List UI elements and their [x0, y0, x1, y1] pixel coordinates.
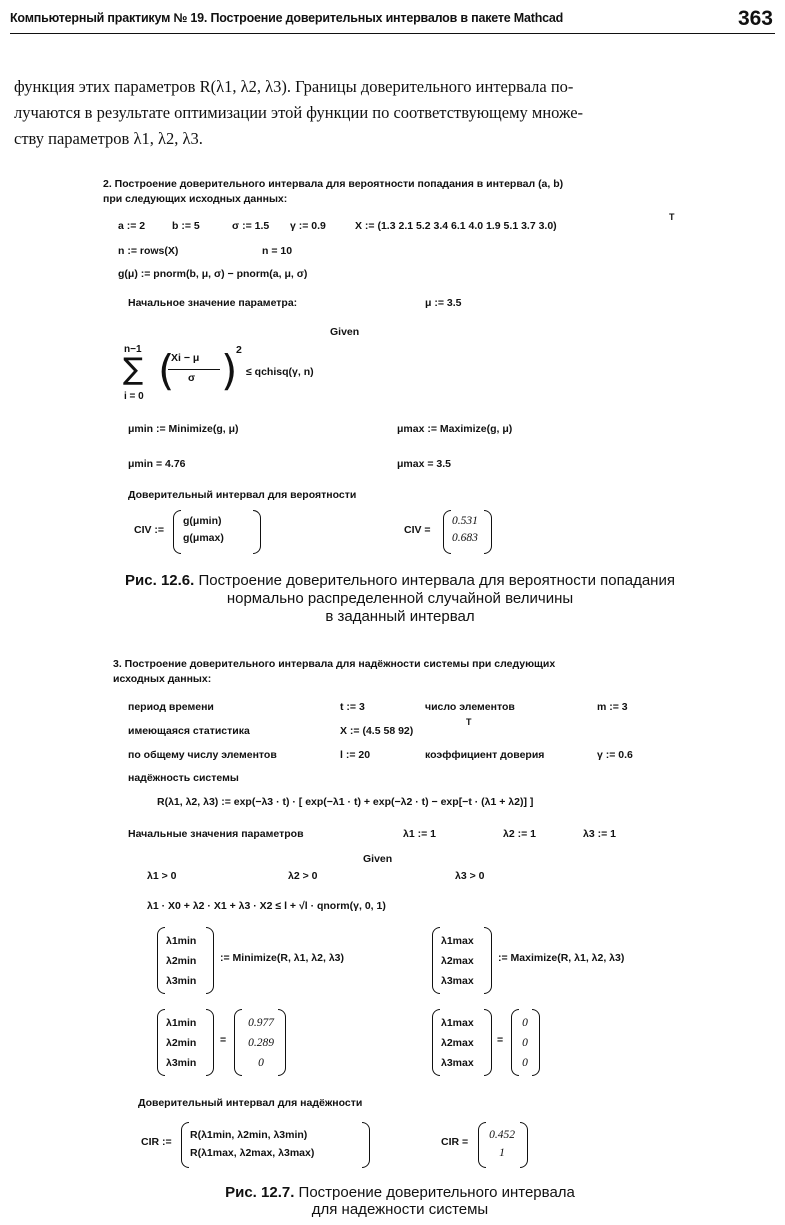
def-mumin: μmin := Minimize(g, μ) [128, 423, 239, 435]
def-gamma: γ := 0.9 [290, 220, 326, 232]
figure-label: Рис. 12.6. [125, 572, 195, 589]
civ-bracket-right [253, 510, 261, 554]
constraint-lambda1: λ1 > 0 [147, 870, 177, 882]
fraction-denominator: σ [188, 372, 196, 384]
civ-result: 0.531 [452, 515, 478, 527]
civ-lhs: CIV := [134, 524, 165, 536]
row-label: число элементов [425, 701, 515, 713]
running-header [10, 9, 775, 34]
body-paragraph [14, 74, 776, 152]
caption-text: в заданный интервал [325, 608, 475, 625]
init-label: Начальное значение параметра: [128, 297, 298, 309]
row-label: имеющаяся статистика [128, 725, 250, 737]
min-vector-item: λ1min [166, 1017, 197, 1029]
cir-result-bracket-right [520, 1122, 528, 1168]
max-vector-item: λ2max [441, 955, 474, 967]
min-values-bracket-right [278, 1009, 286, 1076]
def-n: n := rows(X) [118, 245, 179, 257]
equals-sign: = [497, 1034, 504, 1046]
civ-entries [183, 513, 224, 547]
cir-entry: R(λ1min, λ2min, λ3min) [190, 1129, 308, 1141]
init-lambda2: λ2 := 1 [503, 828, 536, 840]
header-title: Компьютерный практикум № 19. Построение доверительных интервалов в пакете Mathcad [10, 11, 564, 25]
init-mu: μ := 3.5 [425, 297, 462, 309]
sum-lower: i = 0 [124, 391, 144, 402]
def-m: m := 3 [597, 701, 628, 713]
min-vector-item: λ3min [166, 975, 197, 987]
given-keyword: Given [363, 853, 393, 865]
row-label: период времени [128, 701, 214, 713]
val-mumax: μmax = 3.5 [397, 458, 452, 470]
def-g: g(μ) := pnorm(b, μ, σ) − pnorm(a, μ, σ) [118, 268, 308, 280]
worksheet-heading: при следующих исходных данных: [103, 193, 288, 205]
max-vector-item: λ1max [441, 1017, 474, 1029]
worksheet-heading: исходных данных: [113, 673, 212, 685]
max-value: 0 [522, 1057, 528, 1069]
figure-caption [40, 1184, 760, 1218]
def-x-vector: X := (1.3 2.1 5.2 3.4 6.1 4.0 1.9 5.1 3.7 3.0) [355, 220, 557, 232]
figure-label: Рис. 12.7. [225, 1184, 295, 1201]
caption-text: для надежности системы [311, 1201, 489, 1218]
def-b: b := 5 [172, 220, 200, 232]
row-label: коэффициент доверия [425, 749, 545, 761]
transpose-mark: T [669, 212, 675, 222]
caption-text: нормально распределенной случайной величины [226, 590, 574, 607]
paragraph-line: ству параметров λ1, λ2, λ3. [14, 129, 203, 148]
cir-lhs: CIR := [141, 1136, 172, 1148]
interval-label: Доверительный интервал для вероятности [128, 489, 357, 501]
civ-entry: g(μmax) [183, 532, 224, 544]
def-x-stat: X := (4.5 58 92) [340, 725, 414, 737]
max-vector-item: λ1max [441, 935, 474, 947]
def-mumax: μmax := Maximize(g, μ) [397, 423, 513, 435]
caption-text: Построение доверительного интервала для вероятности попадания [198, 572, 675, 589]
main-constraint: λ1 · X0 + λ2 · X1 + λ3 · X2 ≤ l + √l · qnorm(γ, 0, 1) [147, 900, 386, 912]
min-vector-bracket-left [157, 927, 165, 994]
def-sigma: σ := 1.5 [232, 220, 270, 232]
figure-caption [40, 572, 760, 626]
def-t: t := 3 [340, 701, 365, 713]
max-vector-item: λ3max [441, 975, 474, 987]
min-vector-item: λ3min [166, 1057, 197, 1069]
given-keyword: Given [330, 326, 360, 338]
max-vector-bracket-left [432, 927, 440, 994]
page-number: 363 [737, 7, 773, 30]
def-a: a := 2 [118, 220, 146, 232]
min-vector-bracket-right [206, 927, 214, 994]
min-vector-item: λ2min [166, 1037, 197, 1049]
transpose-mark: T [466, 717, 472, 727]
max-value: 0 [522, 1037, 528, 1049]
civ-entry: g(μmin) [183, 515, 222, 527]
paragraph-line: функция этих параметров R(λ1, λ2, λ3). Границы доверительного интервала по- [14, 77, 574, 96]
min-value: 0.289 [248, 1037, 274, 1049]
worksheet-heading: 2. Построение доверительного интервала для вероятности попадания в интервал (a, b) [103, 178, 564, 190]
paragraph-line: лучаются в результате оптимизации этой функции по соответствующему множе- [14, 103, 584, 122]
cir-results [484, 1126, 520, 1162]
max-values [518, 1013, 532, 1073]
exponent: 2 [236, 344, 242, 356]
constraint-lambda3: λ3 > 0 [455, 870, 485, 882]
fraction-numerator: Xi − μ [171, 352, 200, 364]
def-l: l := 20 [340, 749, 371, 761]
min-values-bracket-left [234, 1009, 242, 1076]
max-vector-bracket-right [484, 927, 492, 994]
paren-left-icon: ( [158, 346, 175, 395]
civ-bracket-left [173, 510, 181, 554]
min-result-bracket-right [206, 1009, 214, 1076]
max-value: 0 [522, 1017, 528, 1029]
init-lambda1: λ1 := 1 [403, 828, 436, 840]
min-value: 0.977 [248, 1017, 274, 1029]
interval-label: Доверительный интервал для надёжности [138, 1097, 363, 1109]
def-R: R(λ1, λ2, λ3) := exp(−λ3 · t) · [ exp(−λ1 · t) + exp(−λ2 · t) − exp[−t · (λ1 + λ2)] ] [157, 796, 534, 808]
sum-upper: n−1 [124, 344, 142, 355]
cir-entry: R(λ1max, λ2max, λ3max) [190, 1147, 315, 1159]
cir-result: 0.452 [489, 1129, 515, 1141]
min-vector [166, 931, 196, 991]
caption-text: Построение доверительного интервала [298, 1184, 575, 1201]
equals-sign: = [220, 1034, 227, 1046]
cir-result-lhs: CIR = [441, 1136, 469, 1148]
maximize-call: := Maximize(R, λ1, λ2, λ3) [498, 952, 625, 964]
cir-bracket-left [181, 1122, 189, 1168]
constraint-lambda2: λ2 > 0 [288, 870, 318, 882]
max-vector-item: λ3max [441, 1057, 474, 1069]
init-lambda3: λ3 := 1 [583, 828, 616, 840]
min-values [246, 1013, 276, 1073]
civ-results [452, 513, 478, 547]
sigma-sum-icon: ∑ [123, 352, 144, 387]
civ-result-lhs: CIV = [404, 524, 431, 536]
worksheet-heading: 3. Построение доверительного интервала для надёжности системы при следующих [113, 658, 556, 670]
civ-result-bracket-right [484, 510, 492, 554]
min-result-bracket-left [157, 1009, 165, 1076]
minimize-call: := Minimize(R, λ1, λ2, λ3) [220, 952, 345, 964]
cir-entries [190, 1126, 314, 1162]
val-mumin: μmin = 4.76 [128, 458, 186, 470]
max-values-bracket-right [532, 1009, 540, 1076]
civ-result-bracket-left [443, 510, 451, 554]
inequality: ≤ qchisq(γ, n) [246, 366, 314, 378]
def-gamma2: γ := 0.6 [597, 749, 633, 761]
cir-result: 1 [499, 1147, 505, 1159]
init-label: Начальные значения параметров [128, 828, 304, 840]
row-label: по общему числу элементов [128, 749, 277, 761]
max-result-bracket-right [484, 1009, 492, 1076]
min-value: 0 [258, 1057, 264, 1069]
cir-bracket-right [362, 1122, 370, 1168]
val-n: n = 10 [262, 245, 293, 257]
paren-right-icon: ) [221, 346, 238, 395]
civ-result: 0.683 [452, 532, 478, 544]
max-result-names [441, 1013, 474, 1073]
min-vector-item: λ2min [166, 955, 197, 967]
max-vector [441, 931, 474, 991]
min-result-names [166, 1013, 196, 1073]
max-vector-item: λ2max [441, 1037, 474, 1049]
min-vector-item: λ1min [166, 935, 197, 947]
reliability-label: надёжность системы [128, 772, 239, 784]
fraction-bar [168, 369, 220, 370]
max-result-bracket-left [432, 1009, 440, 1076]
